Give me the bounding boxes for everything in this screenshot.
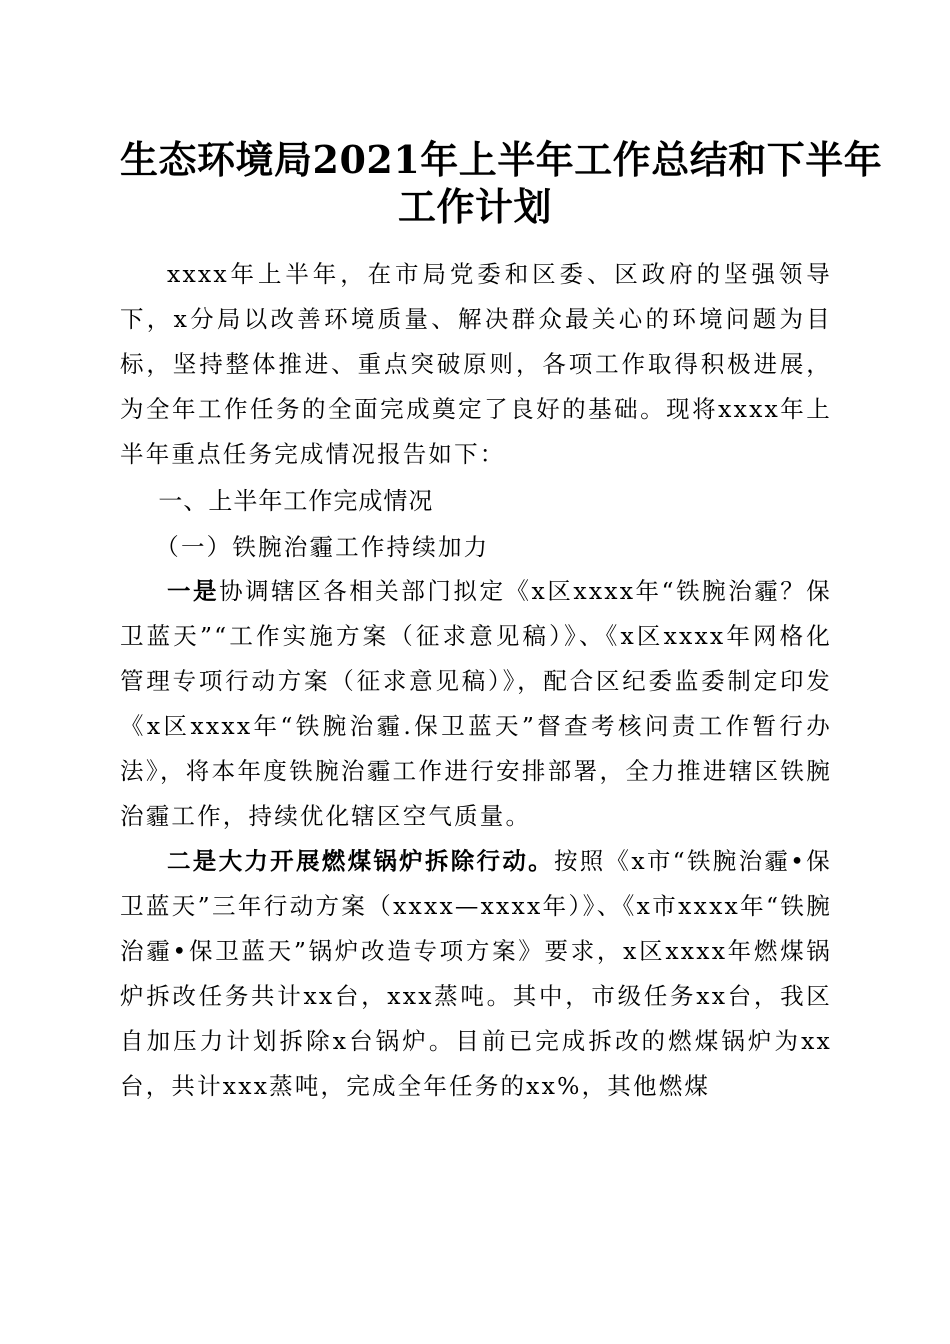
subsection-heading: （一）铁腕治霾工作持续加力 bbox=[155, 533, 490, 561]
section-heading: 一、上半年工作完成情况 bbox=[158, 487, 434, 515]
item-paragraph-2 bbox=[120, 839, 832, 1109]
item-paragraph-1 bbox=[120, 569, 832, 839]
item-1-text: 协调辖区各相关部门拟定《x区xxxx年“铁腕治霾？保卫蓝天”“工作实施方案（征求意见稿）》、《x区xxxx年网格化管理专项行动方案（征求意见稿）》，配合区纪委监委制定印发《x区xxxx年“铁腕治霾.保卫蓝天”督查考核问责工作暂行办法》，将本年度铁腕治霾工作进行安排部署，全力推进辖区铁腕治霾工作，持续优化辖区空气质量。 bbox=[120, 577, 832, 830]
document-title bbox=[120, 136, 883, 230]
title-line-1: 生态环境局2021年上半年工作总结和下半年 bbox=[120, 137, 883, 182]
item-2-text: 按照《x市“铁腕治霾•保卫蓝天”三年行动方案（xxxx—xxxx年）》、《x市xxxx年“铁腕治霾•保卫蓝天”锅炉改造专项方案》要求，x区xxxx年燃煤锅炉拆改任务共计xx台，xxx蒸吨。其中，市级任务xx台，我区自加压力计划拆除x台锅炉。目前已完成拆改的燃煤锅炉为xx台，共计xxx蒸吨，完成全年任务的xx%，其他燃煤 bbox=[120, 847, 833, 1100]
intro-paragraph: xxxx年上半年，在市局党委和区委、区政府的坚强领导下，x分局以改善环境质量、解决群众最关心的环境问题为目标，坚持整体推进、重点突破原则，各项工作取得积极进展，为全年工作任务的全面完成奠定了良好的基础。现将xxxx年上半年重点任务完成情况报告如下： bbox=[120, 260, 832, 468]
item-1-lead: 一是 bbox=[167, 577, 220, 605]
item-2-lead: 二是大力开展燃煤锅炉拆除行动。 bbox=[167, 847, 554, 875]
title-line-2: 工作计划 bbox=[397, 184, 552, 229]
document-body bbox=[120, 252, 832, 1109]
